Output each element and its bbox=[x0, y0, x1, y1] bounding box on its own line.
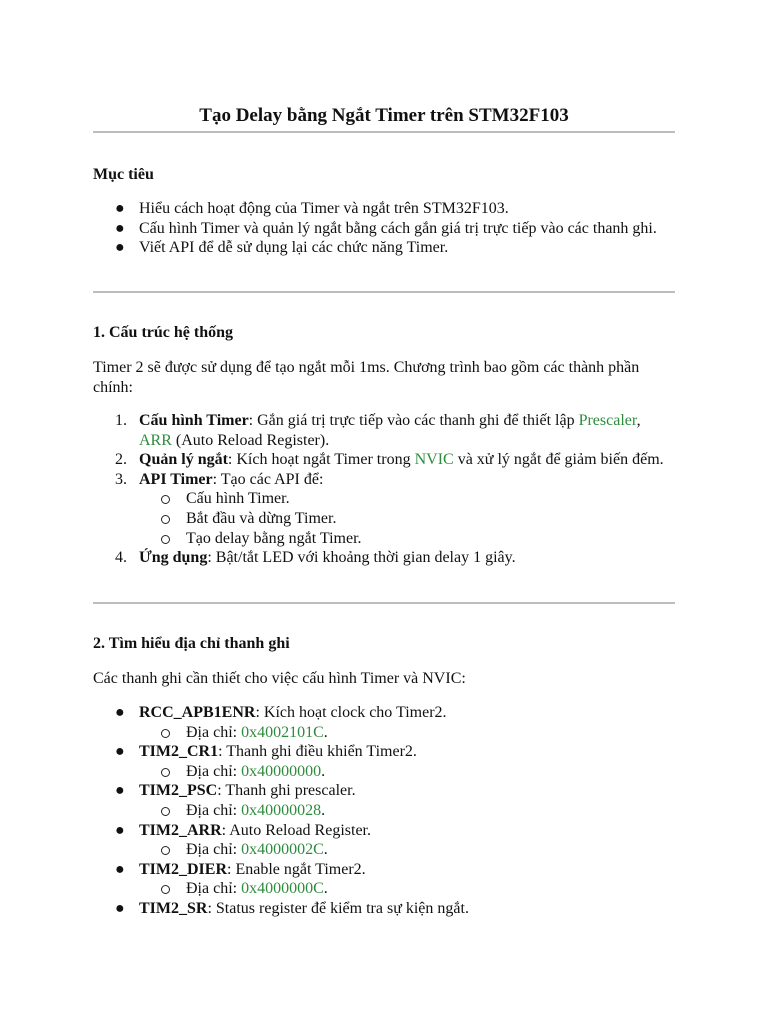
list-item bbox=[93, 548, 675, 568]
item-title: Ứng dụng bbox=[139, 549, 208, 567]
register-desc: : Auto Reload Register. bbox=[221, 821, 371, 839]
sub-item-text: Tạo delay bằng ngắt Timer. bbox=[186, 529, 362, 547]
bullet-icon: ● bbox=[115, 899, 125, 917]
sub-list-item bbox=[93, 489, 675, 509]
sub-list bbox=[93, 801, 675, 821]
bullet-icon: ● bbox=[115, 200, 125, 217]
list-item bbox=[93, 199, 675, 219]
address-label: Địa chỉ: bbox=[186, 723, 242, 741]
circle-bullet-icon bbox=[161, 729, 170, 738]
sub-list bbox=[93, 723, 675, 743]
register-desc: : Thanh ghi điều khiển Timer2. bbox=[218, 743, 417, 761]
address-label: Địa chỉ: bbox=[186, 801, 242, 819]
separator: , bbox=[636, 412, 641, 429]
bullet-icon: ● bbox=[115, 743, 125, 761]
register-desc: : Thanh ghi prescaler. bbox=[217, 782, 356, 800]
goal-text: Viết API để dễ sử dụng lại các chức năng Timer. bbox=[139, 239, 449, 257]
item-title: Cấu hình Timer bbox=[139, 412, 249, 429]
register-item bbox=[93, 860, 675, 880]
section1-intro: Timer 2 sẽ được sử dụng để tạo ngắt mỗi 1ms. Chương trình bao gồm các thành phần chính: bbox=[93, 359, 640, 396]
address-label: Địa chỉ: bbox=[186, 841, 242, 859]
section1-list bbox=[93, 411, 675, 568]
bullet-icon: ● bbox=[115, 219, 125, 237]
item-number: 1. bbox=[115, 412, 127, 429]
item-text: : Gắn giá trị trực tiếp vào các thanh ghi để thiết lập bbox=[248, 412, 579, 429]
list-item bbox=[93, 219, 675, 239]
register-name: TIM2_DIER bbox=[139, 860, 228, 878]
item-text: : Bật/tắt LED với khoảng thời gian delay 1 giây. bbox=[207, 549, 516, 567]
sub-list bbox=[93, 840, 675, 860]
register-address: 0x40000028 bbox=[241, 801, 322, 819]
divider bbox=[93, 291, 675, 293]
section2-intro: Các thanh ghi cần thiết cho việc cấu hình Timer và NVIC: bbox=[93, 670, 466, 687]
sub-list bbox=[93, 879, 675, 899]
circle-bullet-icon bbox=[161, 535, 170, 544]
sub-list-item bbox=[93, 529, 675, 549]
register-address: 0x4000002C bbox=[241, 841, 324, 859]
divider bbox=[93, 602, 675, 604]
register-address: 0x4002101C bbox=[241, 723, 324, 741]
item-number: 3. bbox=[115, 470, 127, 488]
sub-list-item: Địa chỉ: 0x40000028. bbox=[93, 801, 675, 821]
item-number: 2. bbox=[115, 451, 127, 469]
circle-bullet-icon bbox=[161, 807, 170, 816]
list-item bbox=[93, 411, 675, 450]
term-nvic: NVIC bbox=[414, 451, 454, 469]
term-arr: ARR bbox=[139, 431, 172, 449]
bullet-icon: ● bbox=[115, 782, 125, 800]
sub-list-item bbox=[93, 509, 675, 529]
item-text: : Kích hoạt ngắt Timer trong bbox=[227, 451, 415, 469]
list-item bbox=[93, 470, 675, 490]
register-address: 0x4000000C bbox=[241, 880, 324, 898]
bullet-icon: ● bbox=[115, 239, 125, 257]
goal-text: Hiểu cách hoạt động của Timer và ngắt trên STM32F103. bbox=[139, 200, 509, 217]
register-list bbox=[93, 703, 675, 919]
list-item bbox=[93, 450, 675, 470]
register-desc: : Enable ngắt Timer2. bbox=[227, 860, 366, 878]
sub-list bbox=[93, 762, 675, 782]
sub-list-item: Địa chỉ: 0x4000002C. bbox=[93, 840, 675, 860]
divider bbox=[93, 131, 675, 133]
goal-text: Cấu hình Timer và quản lý ngắt bằng cách gắn giá trị trực tiếp vào các thanh ghi. bbox=[139, 219, 657, 237]
bullet-icon: ● bbox=[115, 860, 125, 878]
goals-list bbox=[93, 199, 675, 258]
address-label: Địa chỉ: bbox=[186, 762, 242, 780]
page-title: Tạo Delay bằng Ngắt Timer trên STM32F103 bbox=[199, 105, 569, 126]
sub-list-item: Địa chỉ: 0x4000000C. bbox=[93, 879, 675, 899]
sub-list-item: Địa chỉ: 0x4002101C. bbox=[93, 723, 675, 743]
register-item bbox=[93, 703, 675, 723]
bullet-icon: ● bbox=[115, 821, 125, 839]
circle-bullet-icon bbox=[161, 515, 170, 524]
register-name: TIM2_CR1 bbox=[139, 743, 219, 761]
item-title: Quản lý ngắt bbox=[139, 451, 228, 469]
item-number: 4. bbox=[115, 549, 127, 567]
list-item bbox=[93, 238, 675, 258]
register-name: RCC_APB1ENR bbox=[139, 704, 256, 721]
bullet-icon: ● bbox=[115, 704, 125, 721]
register-address: 0x40000000 bbox=[241, 762, 322, 780]
circle-bullet-icon bbox=[161, 885, 170, 894]
register-desc: : Kích hoạt clock cho Timer2. bbox=[255, 704, 447, 721]
register-item bbox=[93, 899, 675, 919]
item-text: và xử lý ngắt để giảm biến đếm. bbox=[453, 451, 664, 469]
register-desc: : Status register để kiểm tra sự kiện ngắt. bbox=[207, 899, 469, 917]
sub-item-text: Cấu hình Timer. bbox=[186, 490, 290, 508]
term-prescaler: Prescaler bbox=[578, 412, 637, 429]
register-name: TIM2_PSC bbox=[139, 782, 218, 800]
circle-bullet-icon bbox=[161, 846, 170, 855]
item-title: API Timer bbox=[139, 470, 213, 488]
section2-heading: 2. Tìm hiểu địa chỉ thanh ghi bbox=[93, 635, 290, 652]
goals-heading: Mục tiêu bbox=[93, 166, 154, 183]
section1-heading: 1. Cấu trúc hệ thống bbox=[93, 324, 234, 341]
register-name: TIM2_SR bbox=[139, 899, 208, 917]
register-name: TIM2_ARR bbox=[139, 821, 222, 839]
item-text: : Tạo các API để: bbox=[212, 470, 324, 488]
register-item bbox=[93, 781, 675, 801]
item-text: (Auto Reload Register). bbox=[171, 431, 330, 449]
register-item bbox=[93, 742, 675, 762]
circle-bullet-icon bbox=[161, 768, 170, 777]
sub-list bbox=[93, 489, 675, 548]
sub-item-text: Bắt đầu và dừng Timer. bbox=[186, 509, 337, 527]
circle-bullet-icon bbox=[161, 495, 170, 504]
address-label: Địa chỉ: bbox=[186, 880, 242, 898]
sub-list-item: Địa chỉ: 0x40000000. bbox=[93, 762, 675, 782]
register-item bbox=[93, 821, 675, 841]
